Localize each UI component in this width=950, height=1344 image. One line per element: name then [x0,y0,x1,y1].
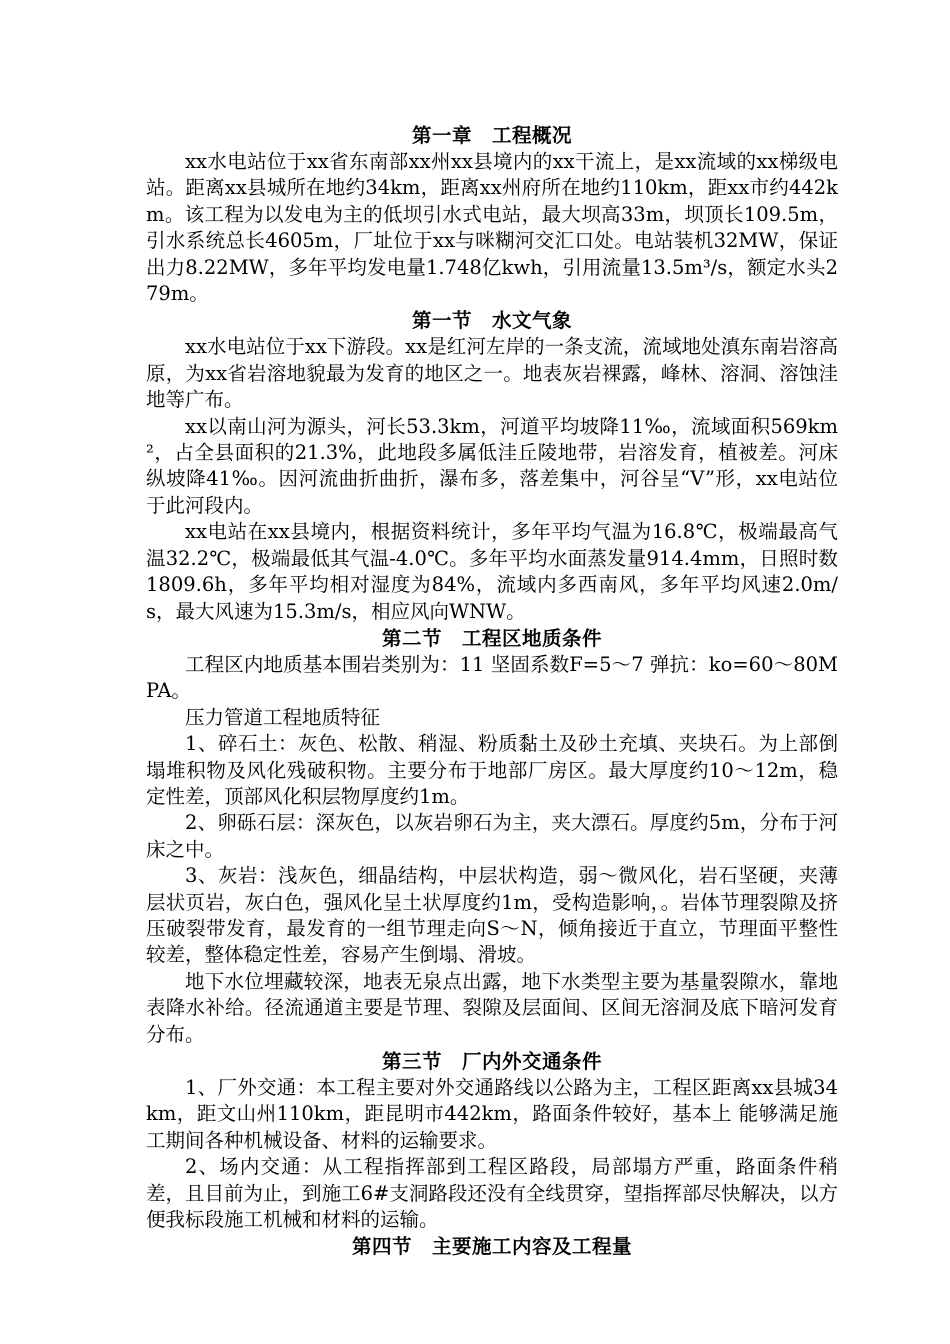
section-2-paragraph-6: 地下水位埋藏较深，地表无泉点出露，地下水类型主要为基量裂隙水，靠地表降水补给。径流通道主要是节理、裂隙及层面间、区间无溶洞及底下暗河发育分布。 [146,969,838,1046]
section-1-paragraph-1: xx水电站位于xx下游段。xx是红河左岸的一条支流，流域地处滇东南岩溶高原，为xx省岩溶地貌最为发育的地区之一。地表灰岩裸露，峰林、溶洞、溶蚀洼地等广布。 [146,335,838,412]
section-2-paragraph-2: 压力管道工程地质特征 [185,705,381,729]
section-3-paragraph-2: 2、场内交通：从工程指挥部到工程区路段，局部塌方严重，路面条件稍差，且目前为止，到施工6#支洞路段还没有全线贯穿，望指挥部尽快解决，以方便我标段施工机械和材料的运输。 [146,1155,838,1232]
chapter-intro-paragraph: xx水电站位于xx省东南部xx州xx县境内的xx干流上，是xx流域的xx梯级电站。距离xx县城所在地约34km，距离xx州府所在地约110km，距xx市约442km。该工程为以发电为主的低坝引水式电站，最大坝高33m，坝顶长109.5m，引水系统总长4605m，厂址位于xx与咪糊河交汇口处。电站装机32MW，保证出力8.22MW，多年平均发电量1.748亿kwh，引用流量13.5m³/s，额定水头279m。 [146,150,838,306]
section-2-title: 第二节 工程区地质条件 [381,626,602,650]
section-2-paragraph-1: 工程区内地质基本围岩类别为：11 坚固系数F=5～7 弹抗：ko=60～80MPA。 [146,652,838,703]
document-page [146,122,838,1260]
section-1-paragraph-3: xx电站在xx县境内，根据资料统计，多年平均气温为16.8℃，极端最高气温32.2℃，极端最低其气温-4.0℃。多年平均水面蒸发量914.4mm，日照时数1809.6h，多年平均相对湿度为84%，流域内多西南风，多年平均风速2.0m/s，最大风速为15.3m/s，相应风向WNW。 [146,520,838,623]
section-2-paragraph-5: 3、灰岩：浅灰色，细晶结构，中层状构造，弱～微风化，岩石坚硬，夹薄层状页岩，灰白色，强风化呈土状厚度约1m，受构造影响，。岩体节理裂隙及挤压破裂带发育，最发育的一组节理走向S～N，倾角接近于直立，节理面平整性较差，整体稳定性差，容易产生倒塌、滑坡。 [146,864,838,967]
section-2-paragraph-4: 2、卵砾石层：深灰色，以灰岩卵石为主，夹大漂石。厚度约5m，分布于河床之中。 [146,811,838,861]
section-1-paragraph-2: xx以南山河为源头，河长53.3km，河道平均坡降11‰，流域面积569km²，占全县面积的21.3%，此地段多属低洼丘陵地带，岩溶发育，植被差。河床纵坡降41‰。因河流曲折曲折，瀑布多，落差集中，河谷呈“V”形，xx电站位于此河段内。 [146,414,838,517]
section-3-title: 第三节 厂内外交通条件 [381,1050,602,1073]
section-3-paragraph-1: 1、厂外交通：本工程主要对外交通路线以公路为主，工程区距离xx县城34km，距文山州110km，距昆明市442km，路面条件较好，基本上 能够满足施工期间各种机械设备、材料的运输要求。 [146,1076,838,1152]
section-4-title: 第四节 主要施工内容及工程量 [351,1235,632,1259]
section-2-paragraph-3: 1、碎石土：灰色、松散、稍湿、粉质黏土及砂土充填、夹块石。为上部倒塌堆积物及风化残破积物。主要分布于地部厂房区。最大厚度约10～12m，稳定性差，顶部风化积层物厚度约1m。 [146,732,838,808]
chapter-title: 第一章 工程概况 [411,124,572,147]
section-1-title: 第一节 水文气象 [411,309,572,333]
